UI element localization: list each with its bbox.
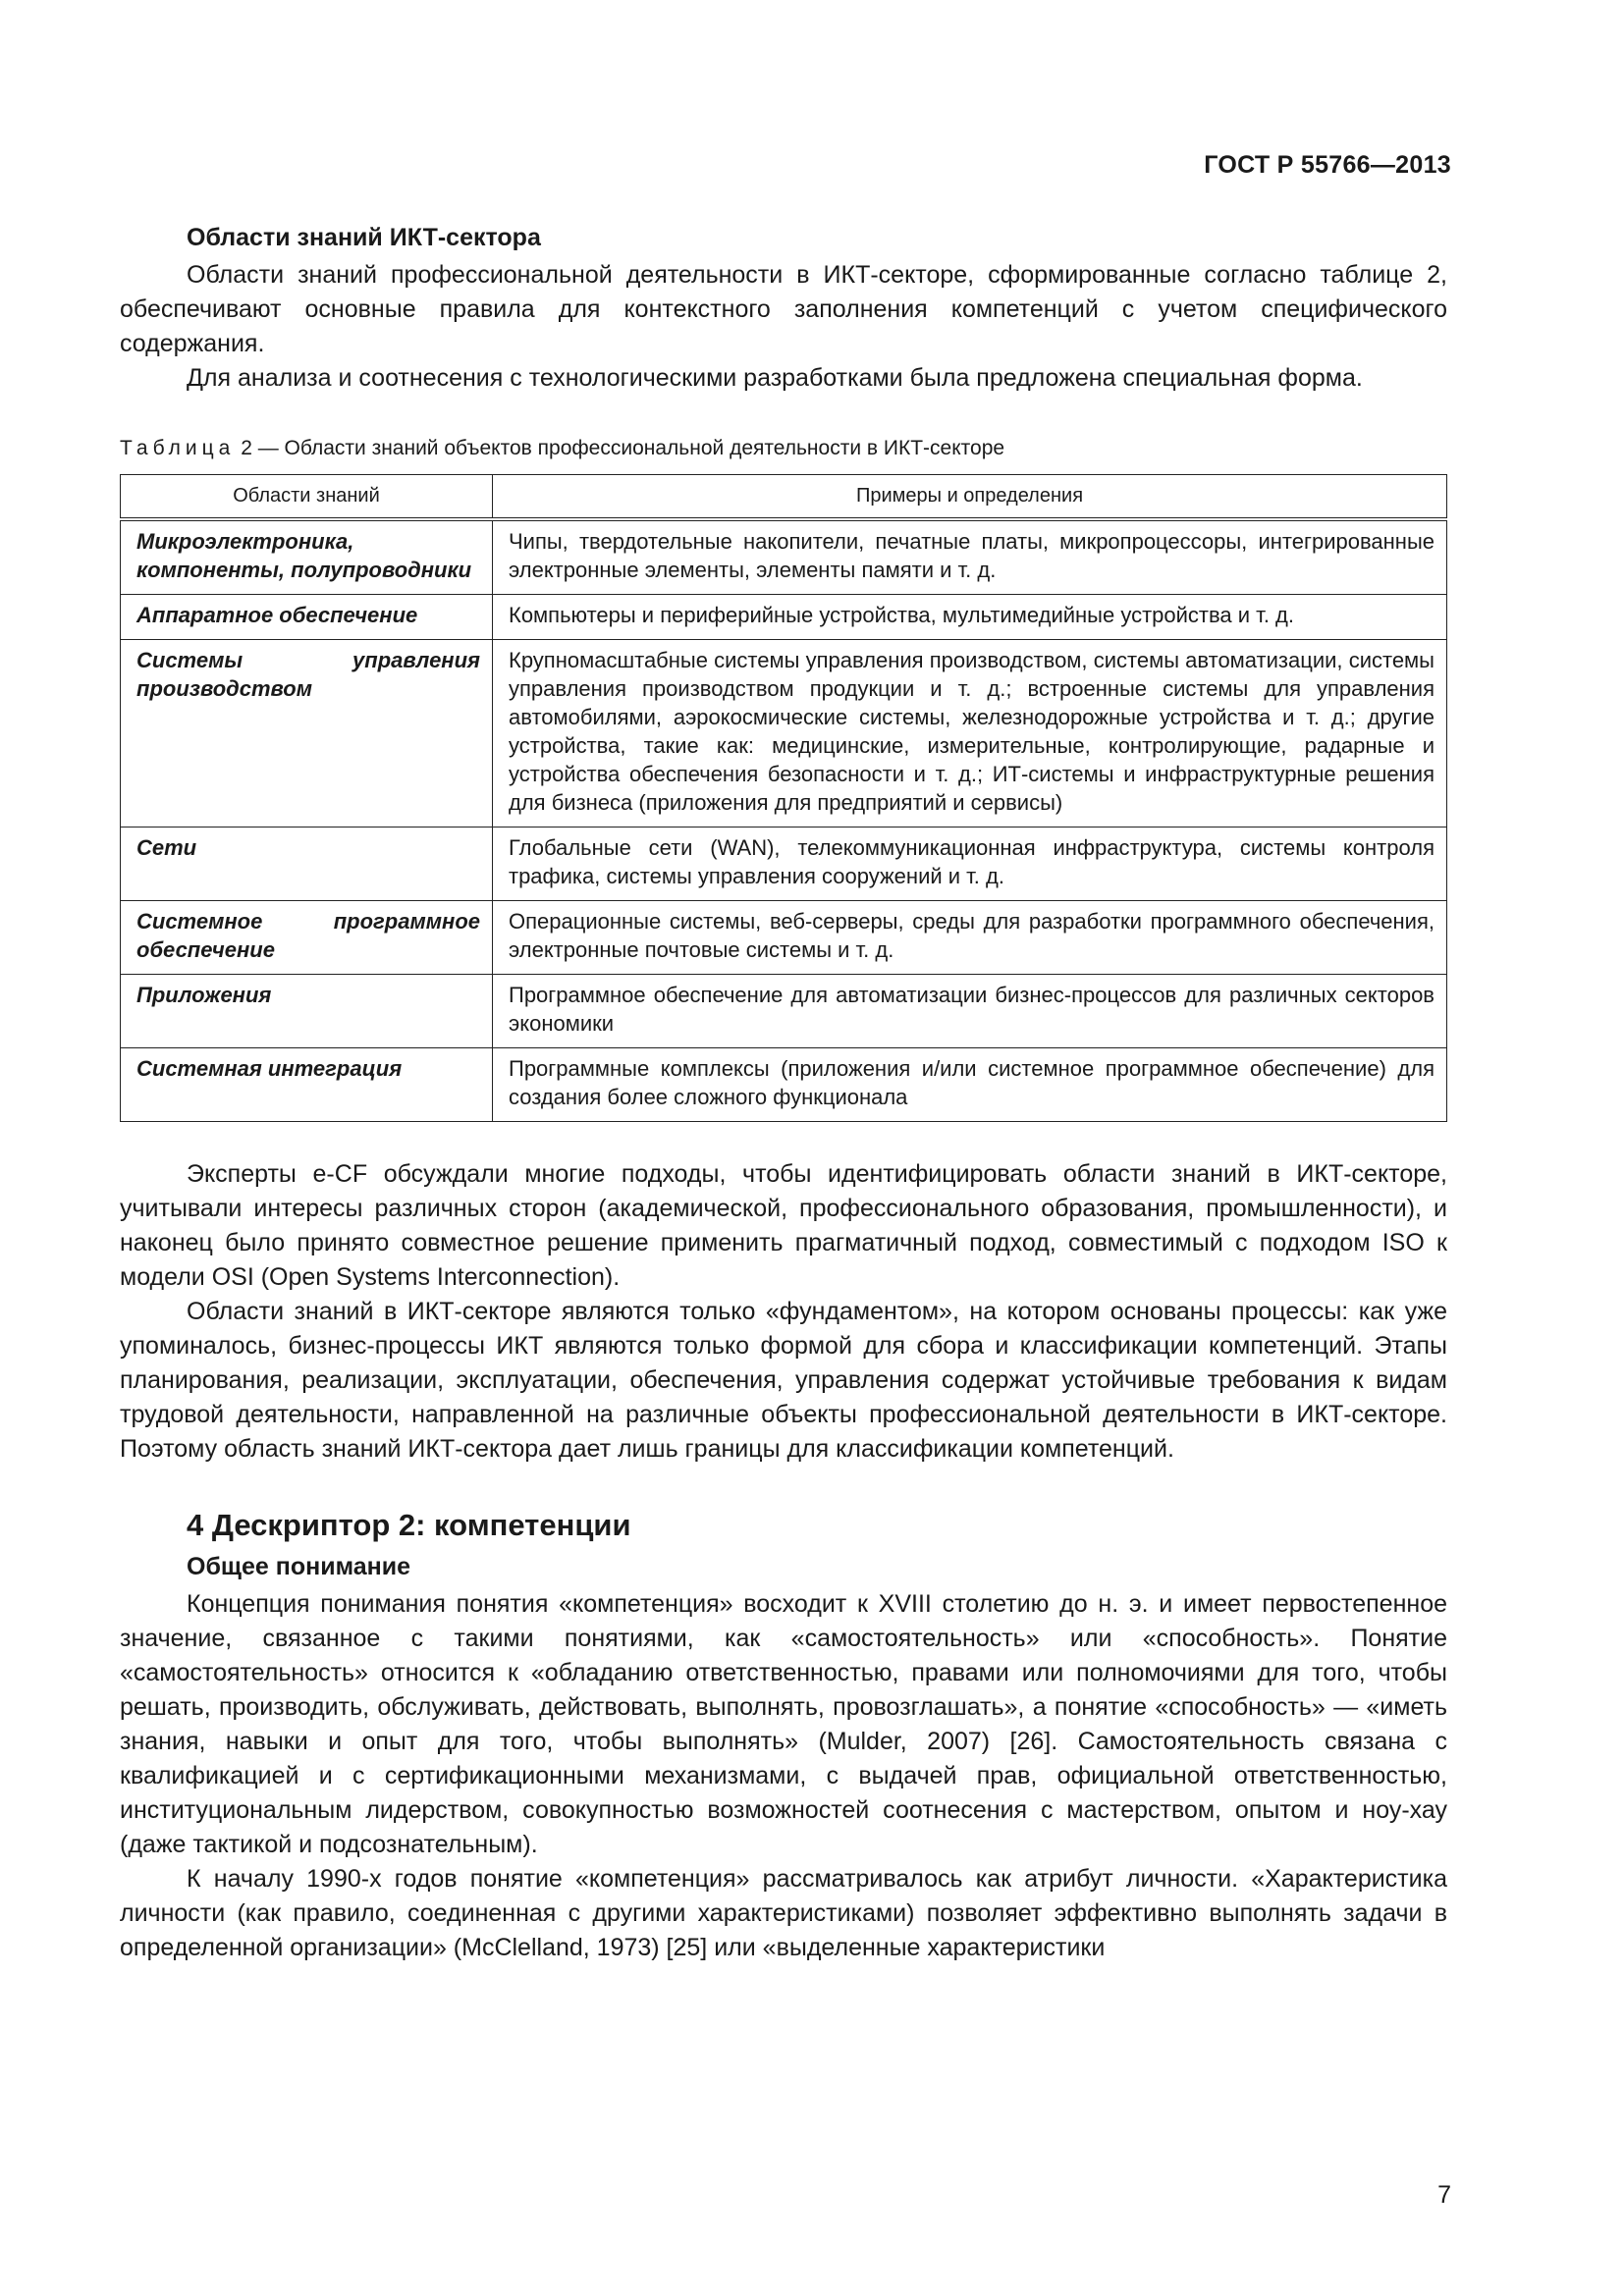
- paragraph: Эксперты e-CF обсуждали многие подходы, чтобы идентифицировать области знаний в ИКТ-секторе, учитывали интересы различных сторон (академической, профессионального образования, промышленности), и наконец было принято совместное решение применить прагматичный подход, совместимый с подходом ISO к модели OSI (Open Systems Interconnection).: [120, 1160, 1447, 1291]
- table-row: [121, 640, 1447, 828]
- definition-cell: Операционные системы, веб-серверы, среды для разработки программного обеспечения, электронные почтовые системы и т. д.: [493, 901, 1447, 975]
- table-row: [121, 595, 1447, 640]
- area-cell: Системы управления производством: [121, 640, 493, 828]
- table-row: [121, 1048, 1447, 1122]
- section-heading-areas: Области знаний ИКТ-сектора: [187, 224, 541, 251]
- page-number: 7: [1437, 2181, 1451, 2209]
- paragraph: Области знаний в ИКТ-секторе являются только «фундаментом», на котором основаны процессы: как уже упоминалось, бизнес-процессы ИКТ являются только формой для сбора и классификации компетенций. Этапы планирования, реализации, эксплуатации, обеспечения, управления содержат устойчивые требования к видам трудовой деятельности, направленной на различные объекты профессиональной деятельности в ИКТ-секторе. Поэтому область знаний ИКТ-сектора дает лишь границы для классификации компетенций.: [120, 1298, 1447, 1463]
- table-row: [121, 901, 1447, 975]
- column-header-definition: Примеры и определения: [493, 475, 1447, 520]
- column-header-area: Области знаний: [121, 475, 493, 520]
- table-row: [121, 828, 1447, 901]
- doc-code: ГОСТ Р 55766—2013: [1204, 151, 1451, 179]
- definition-cell: Программные комплексы (приложения и/или системное программное обеспечение) для создания более сложного функционала: [493, 1048, 1447, 1122]
- table-caption-label: Таблица: [120, 437, 236, 459]
- paragraph: К началу 1990-х годов понятие «компетенция» рассматривалось как атрибут личности. «Характеристика личности (как правило, соединенная с другими характеристиками) позволяет эффективно выполнять задачи в определенной организации» (McClelland, 1973) [25] или «выделенные характеристики: [120, 1865, 1447, 1961]
- table-row: [121, 975, 1447, 1048]
- definition-cell: Чипы, твердотельные накопители, печатные платы, микропроцессоры, интегрированные электронные элементы, элементы памяти и т. д.: [493, 519, 1447, 595]
- knowledge-areas-table: [120, 474, 1447, 1122]
- subsection-heading: Общее понимание: [187, 1553, 411, 1580]
- area-cell: Приложения: [121, 975, 493, 1048]
- after-table-text: [120, 1157, 1447, 1467]
- area-cell: Микроэлектроника, компоненты, полупроводники: [121, 519, 493, 595]
- definition-cell: Глобальные сети (WAN), телекоммуникационная инфраструктура, системы контроля трафика, системы управления сооружений и т. д.: [493, 828, 1447, 901]
- paragraph: Концепция понимания понятия «компетенция» восходит к XVIII столетию до н. э. и имеет первостепенное значение, связанное с такими понятиями, как «самостоятельность» или «способность». Понятие «самостоятельность» относится к «обладанию ответственностью, правами или полномочиями для того, чтобы решать, производить, обслуживать, действовать, выполнять, провозглашать», а понятие «способность» — «иметь знания, навыки и опыт для того, чтобы выполнять» (Mulder, 2007) [26]. Самостоятельность связана с квалификацией и с сертификационными механизмами, с выдачей прав, официальной ответственностью, институциональным лидерством, совокупностью возможностей соотнесения с мастерством, опытом и ноу-хау (даже тактикой и подсознательным).: [120, 1590, 1447, 1858]
- definition-cell: Программное обеспечение для автоматизации бизнес-процессов для различных секторов экономики: [493, 975, 1447, 1048]
- definition-cell: Компьютеры и периферийные устройства, мультимедийные устройства и т. д.: [493, 595, 1447, 640]
- area-cell: Аппаратное обеспечение: [121, 595, 493, 640]
- paragraph: Области знаний профессиональной деятельности в ИКТ-секторе, сформированные согласно таблице 2, обеспечивают основные правила для контекстного заполнения компетенций с учетом специфического содержания.: [120, 261, 1447, 357]
- section-title: 4 Дескриптор 2: компетенции: [187, 1508, 631, 1542]
- table-caption: [120, 437, 1447, 460]
- paragraph: Для анализа и соотнесения с технологическими разработками была предложена специальная форма.: [187, 364, 1363, 392]
- page-content: [120, 224, 1447, 1965]
- area-cell: Сети: [121, 828, 493, 901]
- definition-cell: Крупномасштабные системы управления производством, системы автоматизации, системы управления производством продукции и т. д.; встроенные системы для управления автомобилями, аэрокосмические системы, железнодорожные устройства и т. д.; другие устройства, такие как: медицинские, измерительные, контролирующие, радарные и устройства обеспечения безопасности и т. д.; ИТ-системы и инфраструктурные решения для бизнеса (приложения для предприятий и сервисы): [493, 640, 1447, 828]
- table-header-row: [121, 475, 1447, 520]
- area-cell: Системное программное обеспечение: [121, 901, 493, 975]
- table-caption-text: 2 — Области знаний объектов профессиональной деятельности в ИКТ-секторе: [241, 437, 1005, 459]
- table-row: [121, 519, 1447, 595]
- area-cell: Системная интеграция: [121, 1048, 493, 1122]
